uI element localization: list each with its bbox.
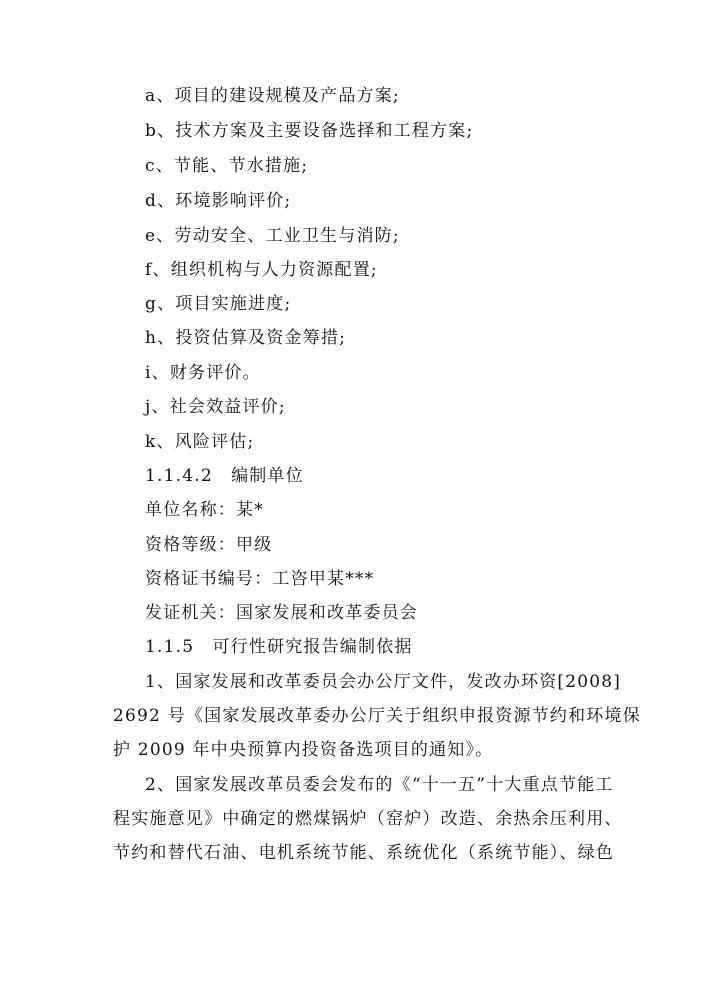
basis-2-line-3: 节约和替代石油、电机系统节能、系统优化（系统节能）、绿色 [113, 843, 615, 863]
unit-cert-number: 资格证书编号：工咨甲某*** [145, 569, 375, 589]
list-item-e: e、劳动安全、工业卫生与消防; [145, 226, 400, 246]
list-item-k: k、风险评估; [145, 432, 255, 452]
list-item-h: h、投资估算及资金筹措; [145, 328, 347, 348]
list-item-d: d、环境影响评价; [145, 191, 292, 211]
basis-1-line-1: 1、国家发展和改革委员会办公厅文件，发改办环资[2008] [145, 672, 622, 692]
basis-1-line-2: 2692 号《国家发展改革委办公厅关于组织申报资源节约和环境保 [113, 706, 641, 726]
list-item-j: j、社会效益评价; [145, 397, 286, 417]
unit-name: 单位名称：某* [145, 500, 264, 520]
list-item-f: f、组织机构与人力资源配置; [145, 260, 378, 280]
section-heading-115: 1.1.5 可行性研究报告编制依据 [145, 637, 413, 657]
unit-issuer: 发证机关：国家发展和改革委员会 [145, 603, 418, 623]
list-item-a: a、项目的建设规模及产品方案; [145, 86, 400, 106]
list-item-b: b、技术方案及主要设备选择和工程方案; [145, 121, 474, 141]
list-item-i: i、财务评价。 [145, 363, 261, 383]
basis-2-line-1: 2、国家发展改革员委会发布的《“十一五”十大重点节能工 [145, 775, 614, 795]
basis-2-line-2: 程实施意见》中确定的燃煤锅炉（窑炉）改造、余热余压利用、 [113, 809, 623, 829]
basis-1-line-3: 护 2009 年中央预算内投资备选项目的通知》。 [113, 740, 494, 760]
section-heading-1142: 1.1.4.2 编制单位 [145, 466, 304, 486]
list-item-g: g、项目实施进度; [145, 294, 292, 314]
unit-grade: 资格等级：甲级 [145, 535, 273, 555]
list-item-c: c、节能、节水措施; [145, 156, 309, 176]
